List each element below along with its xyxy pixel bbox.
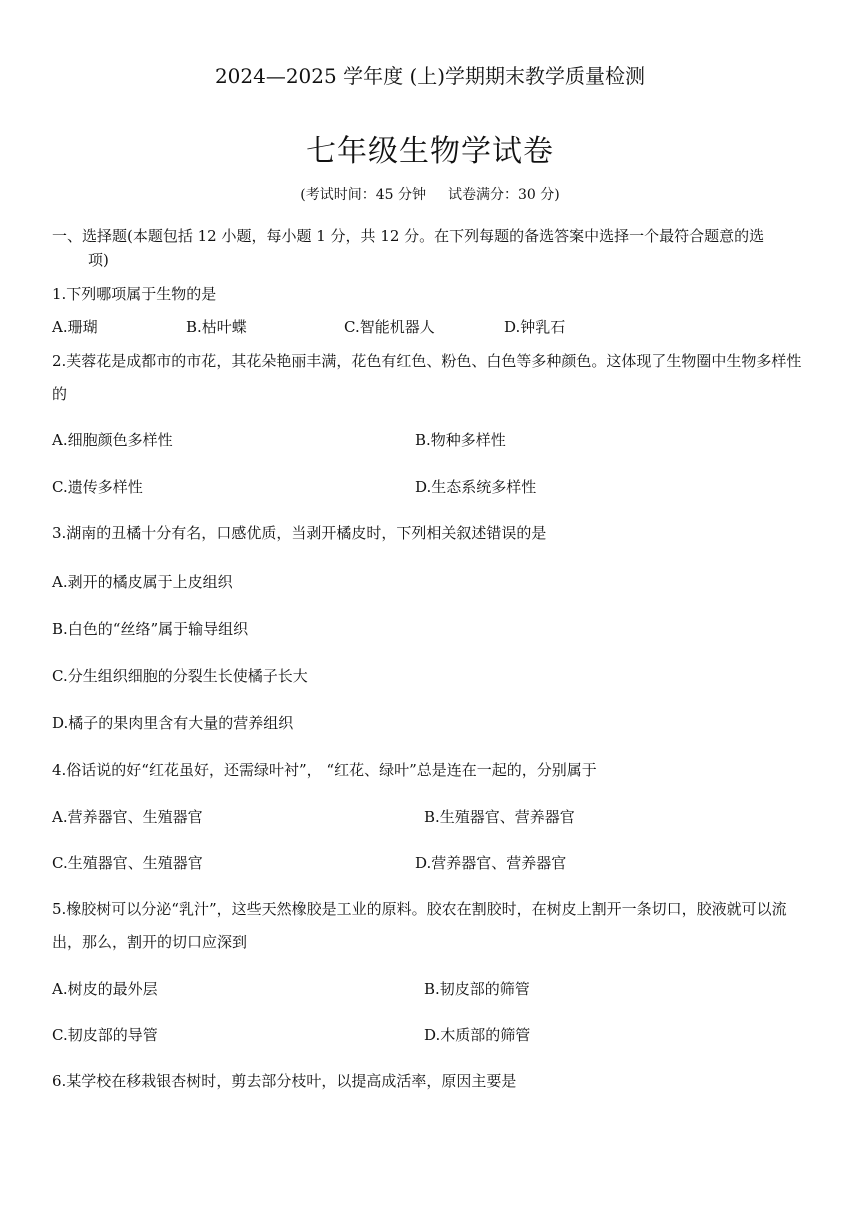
option-2c: C.遗传多样性 xyxy=(52,478,143,496)
option-2d: D.生态系统多样性 xyxy=(415,478,537,496)
question-stem-1: 1.下列哪项属于生物的是 xyxy=(52,285,217,303)
option-1a: A.珊瑚 xyxy=(52,318,98,336)
option-1c: C.智能机器人 xyxy=(344,318,435,336)
exam-time: (考试时间：45 分钟 xyxy=(300,187,426,203)
section-heading xyxy=(52,224,812,272)
exam-period-title: 2024—2025 学年度 (上)学期期末教学质量检测 xyxy=(214,64,646,88)
section-heading-line2: 项) xyxy=(88,251,109,269)
option-2b: B.物种多样性 xyxy=(415,431,506,449)
section-heading-line1: 一、选择题(本题包括 12 小题，每小题 1 分，共 12 分。在下列每题的备选答案中选择一个最符合题意的选 xyxy=(52,227,765,245)
question-stem-2: 2.芙蓉花是成都市的市花，其花朵艳丽丰满，花色有红色、粉色、白色等多种颜色。这体现了生物圈中生物多样性的 xyxy=(52,352,802,403)
option-3a: A.剥开的橘皮属于上皮组织 xyxy=(52,573,233,591)
option-4a: A.营养器官、生殖器官 xyxy=(52,808,203,826)
question-stem-4: 4.俗话说的好“红花虽好，还需绿叶衬”， “红花、绿叶”总是连在一起的，分别属于 xyxy=(52,761,597,779)
question-stem-5: 5.橡胶树可以分泌“乳汁”，这些天然橡胶是工业的原料。胶农在割胶时，在树皮上割开一条切口，胶液就可以流出，那么，割开的切口应深到 xyxy=(52,900,787,951)
option-4c: C.生殖器官、生殖器官 xyxy=(52,854,203,872)
option-5d: D.木质部的筛管 xyxy=(424,1026,531,1044)
full-score: 试卷满分：30 分) xyxy=(448,187,560,203)
option-5b: B.韧皮部的筛管 xyxy=(424,980,530,998)
option-5a: A.树皮的最外层 xyxy=(52,980,158,998)
page-title: 七年级生物学试卷 xyxy=(306,134,554,169)
question-stem-3: 3.湖南的丑橘十分有名，口感优质，当剥开橘皮时，下列相关叙述错误的是 xyxy=(52,524,547,542)
option-3d: D.橘子的果肉里含有大量的营养组织 xyxy=(52,714,294,732)
exam-info xyxy=(0,184,860,204)
option-1d: D.钟乳石 xyxy=(504,318,566,336)
option-1b: B.枯叶蝶 xyxy=(186,318,247,336)
option-4b: B.生殖器官、营养器官 xyxy=(424,808,575,826)
question-stem-6: 6.某学校在移栽银杏树时，剪去部分枝叶，以提高成活率，原因主要是 xyxy=(52,1072,517,1090)
option-2a: A.细胞颜色多样性 xyxy=(52,431,173,449)
option-5c: C.韧皮部的导管 xyxy=(52,1026,158,1044)
option-3b: B.白色的“丝络”属于输导组织 xyxy=(52,620,249,638)
option-3c: C.分生组织细胞的分裂生长使橘子长大 xyxy=(52,667,308,685)
option-4d: D.营养器官、营养器官 xyxy=(415,854,567,872)
